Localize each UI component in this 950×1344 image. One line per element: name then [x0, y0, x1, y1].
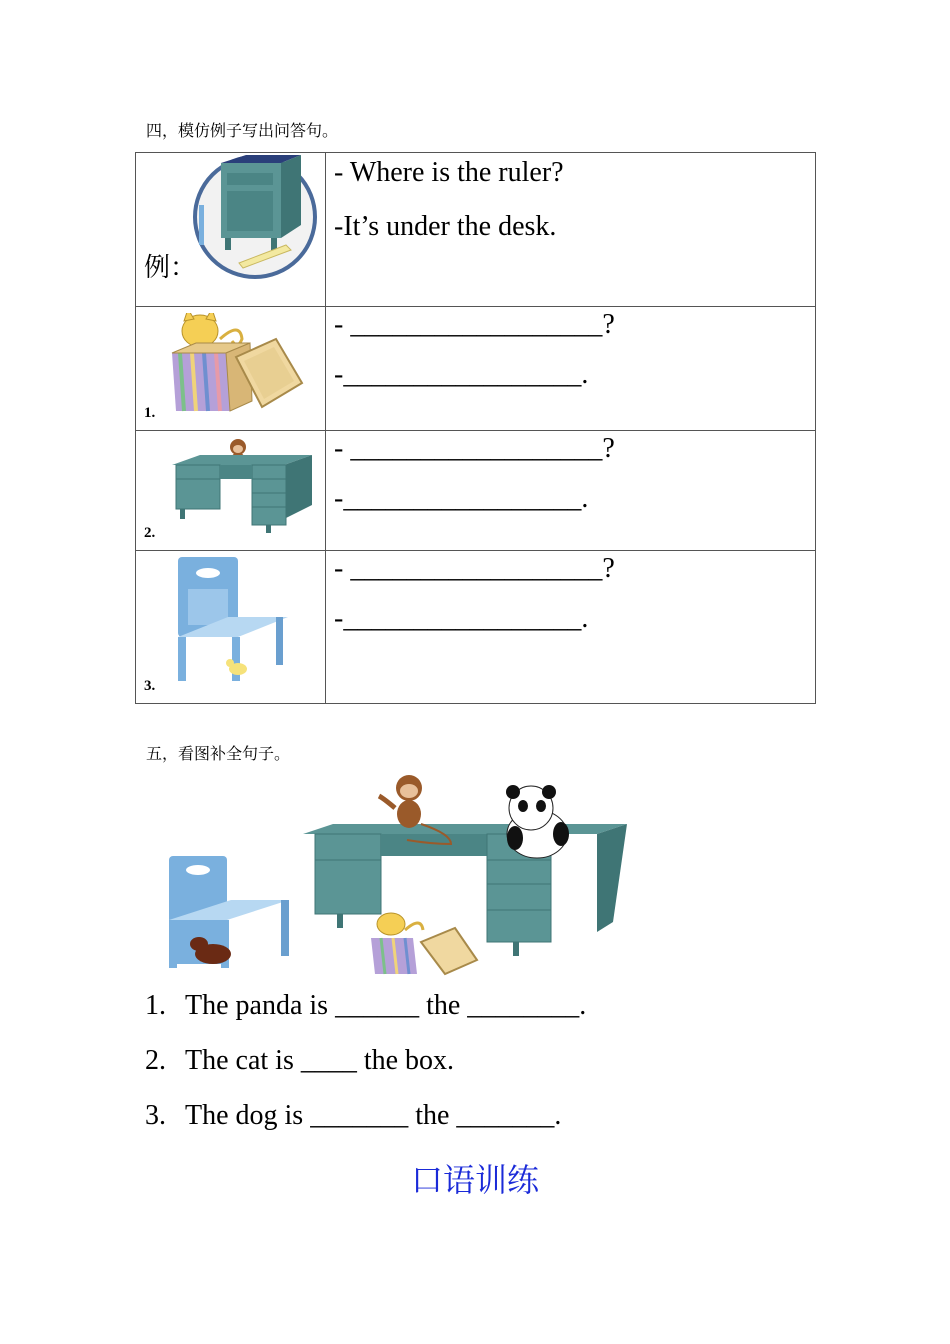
- example-row: [136, 153, 816, 307]
- exercise-row-2: [136, 431, 816, 551]
- monkey-on-desk-image: [166, 435, 316, 535]
- ruler-under-desk-image: [191, 155, 321, 281]
- sentence-1: [145, 990, 586, 1022]
- cat-in-box-image: [168, 313, 308, 413]
- row-1-text-cell: [326, 307, 816, 431]
- exercise-row-1: [136, 307, 816, 431]
- example-picture-cell: [136, 153, 326, 307]
- room-scene-image: [165, 772, 635, 977]
- panda-illustration: [506, 785, 569, 858]
- sentence-2: [145, 1045, 454, 1077]
- row-2-number: 2.: [144, 525, 156, 541]
- row-3-text-cell: [326, 551, 816, 704]
- sentence-1-text: The panda is ______ the ________.: [185, 990, 587, 1021]
- row-3-picture-cell: [136, 551, 326, 704]
- sentence-3-number: 3.: [145, 1100, 166, 1131]
- sentence-3: [145, 1100, 561, 1132]
- row-2-answer: -_________________.: [334, 483, 589, 514]
- chick-under-chair-image: [172, 555, 302, 685]
- row-1-number: 1.: [144, 405, 156, 421]
- section-4-heading: 四，模仿例子写出问答句。: [146, 121, 339, 140]
- sentence-3-text: The dog is _______ the _______.: [185, 1100, 562, 1131]
- row-1-question: - __________________?: [334, 309, 615, 340]
- oral-practice-title: 口语训练: [410, 1161, 539, 1199]
- cat-in-box-illustration: [371, 913, 477, 974]
- sentence-2-text: The cat is ____ the box.: [185, 1045, 455, 1076]
- row-3-question: - __________________?: [334, 553, 615, 584]
- example-label: 例：: [144, 253, 197, 283]
- exercise-table: [135, 152, 816, 704]
- row-2-picture-cell: [136, 431, 326, 551]
- example-question: - Where is the ruler?: [334, 157, 564, 188]
- row-2-question: - __________________?: [334, 433, 615, 464]
- example-answer: -It’s under the desk.: [334, 211, 557, 242]
- example-text-cell: [326, 153, 816, 307]
- row-1-answer: -_________________.: [334, 359, 589, 390]
- row-2-text-cell: [326, 431, 816, 551]
- desk-illustration: [303, 824, 627, 956]
- row-1-picture-cell: [136, 307, 326, 431]
- exercise-row-3: [136, 551, 816, 704]
- row-3-answer: -_________________.: [334, 603, 589, 634]
- sentence-2-number: 2.: [145, 1045, 166, 1076]
- section-5-heading: 五，看图补全句子。: [146, 744, 291, 763]
- row-3-number: 3.: [144, 678, 156, 694]
- sentence-1-number: 1.: [145, 990, 166, 1021]
